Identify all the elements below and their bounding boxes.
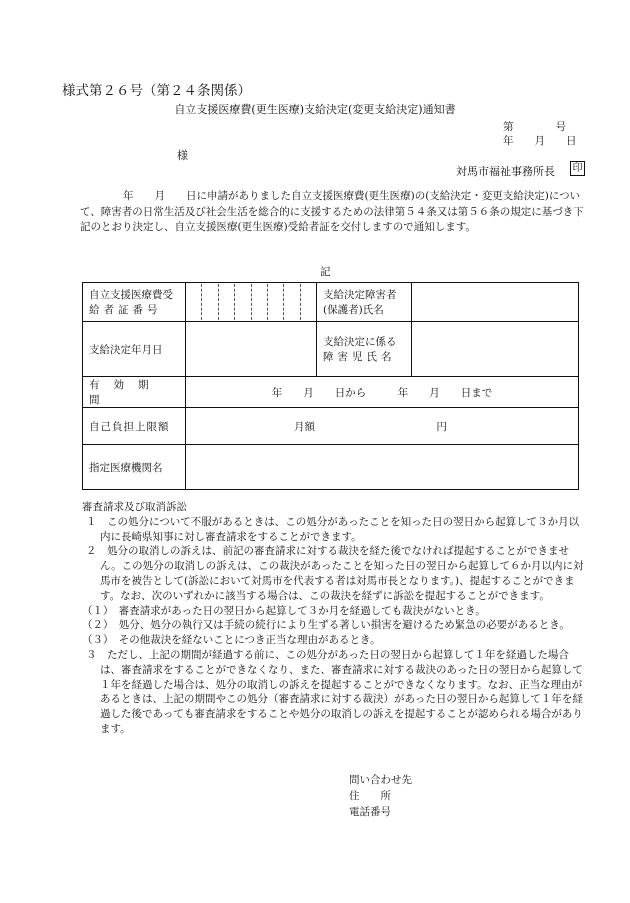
recipient-id-label-line2: 給者証番号 bbox=[89, 304, 162, 316]
table-row bbox=[83, 377, 579, 408]
note-2-sub-1: （１） 審査請求があった日の翌日から起算して３か月を経過しても裁決がないとき。 bbox=[82, 604, 486, 617]
note-2-sub-3: （３） その他裁決を経ないことにつき正当な理由があるとき。 bbox=[82, 634, 381, 647]
issuer-name: 対馬市福祉事務所長 bbox=[456, 165, 555, 178]
note-1: １ この処分について不服があるときは、この処分があったことを知った日の翌日から起算して３か月以内に長崎県知事に対し審査請求をすることができます。 bbox=[86, 515, 580, 543]
table-row bbox=[83, 322, 579, 377]
child-name-label-line2: 障害児氏名 bbox=[323, 351, 396, 363]
decision-date-field[interactable] bbox=[186, 322, 317, 377]
child-name-label-line1: 支給決定に係る bbox=[323, 336, 397, 348]
ki-heading: 記 bbox=[320, 266, 331, 278]
decision-person-label bbox=[317, 283, 412, 322]
institution-label: 指定医療機関名 bbox=[83, 445, 186, 490]
document-number-line: 第 号 bbox=[503, 121, 566, 133]
recipient-id-label bbox=[83, 283, 186, 322]
recipient-id-digit-boxes bbox=[186, 284, 316, 320]
document-date-line: 年 月 日 bbox=[503, 135, 577, 147]
limit-yen-label: 円 bbox=[436, 420, 447, 433]
table-row bbox=[83, 283, 579, 322]
child-name-label bbox=[317, 322, 412, 377]
recipient-id-field[interactable] bbox=[186, 283, 317, 322]
table-row bbox=[83, 445, 579, 490]
decision-person-label-line1: 支給決定障害者 bbox=[323, 289, 397, 301]
contact-phone: 電話番号 bbox=[349, 806, 391, 818]
limit-amount-field[interactable] bbox=[186, 408, 579, 445]
child-name-field[interactable] bbox=[412, 322, 579, 377]
contact-address: 住 所 bbox=[349, 790, 391, 802]
note-3: ３ ただし、上記の期間が経過する前に、この処分があった日の翌日から起算して１年を経過した場合は、審査請求をすることができなくなり、また、審査請求に対する裁決のあった日の翌日から起算して１年を経過した場合は、処分の取消しの訴えを提起することができなくなります。なお、正当な理由があるときは、上記の期間やこの処分（審査請求に対する裁決）があった日の翌日から起算して１年を経過した後であっても審査請求をすることや処分の取消しの訴えを提起することが認められる場合があります。 bbox=[86, 648, 583, 735]
validity-label: 有効期間 bbox=[83, 377, 186, 408]
limit-label: 自己負担上限額 bbox=[83, 408, 186, 445]
notes-heading: 審査請求及び取消訴訟 bbox=[82, 501, 187, 513]
recipient-id-label-line1: 自立支援医療費受 bbox=[89, 289, 173, 301]
contact-title: 問い合わせ先 bbox=[349, 774, 412, 786]
form-number: 様式第２６号（第２４条関係） bbox=[62, 83, 251, 99]
notice-body: 年 月 日に申請がありました自立支援医療費(更生医療)の(支給決定・変更支給決定)について、障害者の日常生活及び社会生活を総合的に支援するための法律第５４条又は第５６条の規定に基づき下記のとおり決定し、自立支援医療(更生医療)受給者証を交付しますので通知します。 bbox=[80, 190, 584, 234]
decision-person-label-line2: (保護者)氏名 bbox=[323, 304, 384, 316]
note-2-sub-2: （２） 処分、処分の執行又は手続の続行により生ずる著しい損害を避けるため緊急の必要があるとき。 bbox=[82, 619, 570, 632]
decision-date-label: 支給決定年月日 bbox=[83, 322, 186, 377]
table-row bbox=[83, 408, 579, 445]
appeal-notes bbox=[82, 500, 587, 737]
limit-monthly-label: 月額 bbox=[294, 420, 315, 433]
note-2: ２ 処分の取消しの訴えは、前記の審査請求に対する裁決を経た後でなければ提起することができません。この処分の取消しの訴えは、この裁決があったことを知った日の翌日から起算して６か月以内に対馬市を被告として(訴訟において対馬市を代表する者は対馬市長となります。)、提起することができます。なお、次のいずれかに該当する場合は、この裁決を経ずに訴訟を提起することができます。 bbox=[86, 545, 584, 602]
decision-person-field[interactable] bbox=[412, 283, 579, 322]
decision-table bbox=[82, 282, 579, 490]
addressee-suffix: 様 bbox=[177, 149, 188, 162]
contact-block bbox=[349, 772, 412, 820]
document-title: 自立支援医療費(更生医療)支給決定(変更支給決定)通知書 bbox=[174, 103, 456, 116]
seal-mark: 印 bbox=[570, 161, 585, 176]
validity-period-field[interactable]: 年 月 日から 年 月 日まで bbox=[186, 377, 579, 408]
institution-field[interactable] bbox=[186, 445, 579, 490]
